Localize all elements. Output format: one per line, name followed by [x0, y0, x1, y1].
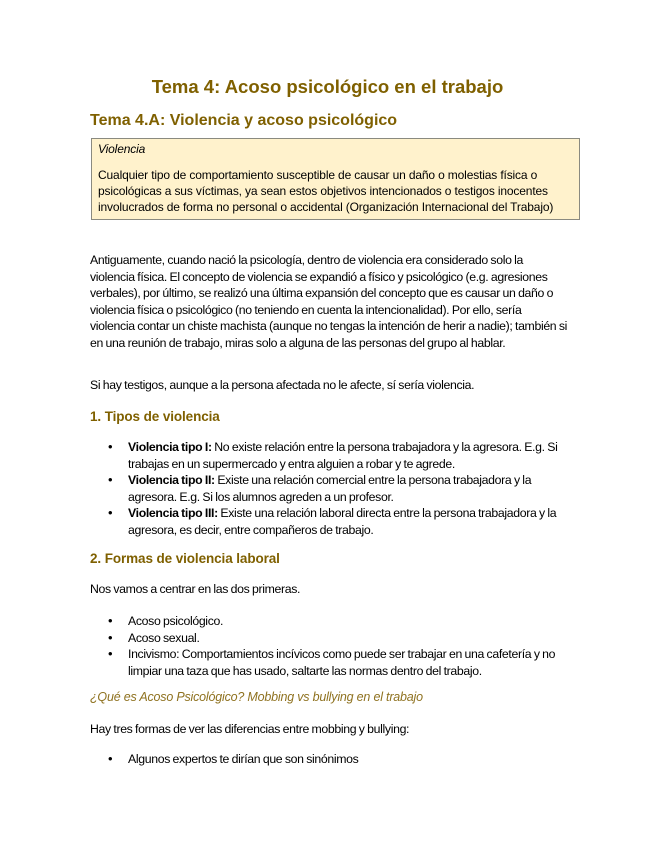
definition-term: Violencia — [98, 142, 146, 156]
violence-types-list — [90, 439, 568, 539]
item-label: Violencia tipo II: — [128, 473, 215, 488]
section1-heading: 1. Tipos de violencia — [90, 409, 220, 424]
list-item — [90, 505, 568, 538]
list-item: • Incivismo: Comportamientos incívicos como puede ser trabajar en una cafetería y no limpiar una taza que has usado, saltarte las normas dentro del trabajo. — [90, 646, 568, 679]
document-title: Tema 4: Acoso psicológico en el trabajo — [151, 76, 504, 97]
definition-box — [91, 138, 580, 220]
section3-heading: ¿Qué es Acoso Psicológico? Mobbing vs bullying en el trabajo — [90, 690, 423, 704]
intro-note: Si hay testigos, aunque a la persona afectada no le afecte, sí sería violencia. — [90, 378, 475, 392]
list-item: • Acoso sexual. — [90, 630, 568, 647]
section2-heading: 2. Formas de violencia laboral — [90, 551, 280, 566]
list-item: • Acoso psicológico. — [90, 613, 568, 630]
violence-forms-list — [90, 613, 568, 679]
definition-text: Cualquier tipo de comportamiento susceptible de causar un daño o molestias física o psicológicas a sus víctimas, ya sean estos objetivos intencionados o testigos inocentes involucrados de forma no personal o accidental (Organización Internacional del Trabajo) — [98, 168, 554, 214]
list-item — [90, 439, 568, 472]
item-label: Violencia tipo III: — [128, 506, 218, 521]
list-item: • Algunos expertos te dirían que son sinónimos — [90, 751, 568, 768]
item-text: Existe una relación comercial entre la persona trabajadora y la agresora. E.g. Si los alumnos agreden a un profesor. — [128, 473, 532, 504]
list-item — [90, 472, 568, 505]
section-subtitle: Tema 4.A: Violencia y acoso psicológico — [90, 112, 398, 129]
item-text: Existe una relación laboral directa entre la persona trabajadora y la agresora, es decir, entre compañeros de trabajo. — [128, 506, 557, 537]
item-text: No existe relación entre la persona trabajadora y la agresora. E.g. Si trabajas en un supermercado y entra alguien a robar y te agrede. — [128, 440, 558, 471]
section2-intro: Nos vamos a centrar en las dos primeras. — [90, 582, 301, 596]
intro-paragraph: Antiguamente, cuando nació la psicología, dentro de violencia era considerado solo la violencia física. El concepto de violencia se expandió a físico y psicológico (e.g. agresiones verbales), por último, se realizó una última expansión del concepto que es causar un daño o violencia física o psicológico (no teniendo en cuenta la intencionalidad). Por ello, sería violencia contar un chiste machista (aunque no tengas la intención de herir a nadie); también si en una reunión de trabajo, miras solo a alguna de las personas del grupo al hablar. — [90, 253, 568, 350]
section3-intro: Hay tres formas de ver las diferencias entre mobbing y bullying: — [90, 722, 410, 736]
differences-list — [90, 751, 568, 768]
item-label: Violencia tipo I: — [128, 440, 212, 454]
